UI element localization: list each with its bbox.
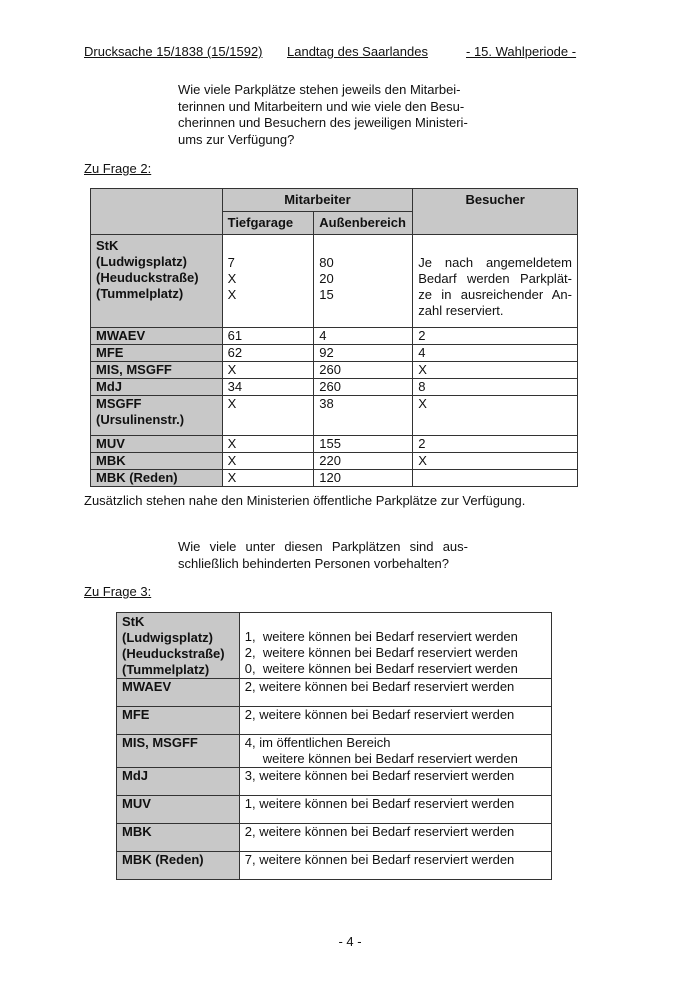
note-public-parking: Zusätzlich stehen nahe den Ministerien öffentliche Parkplätze zur Verfügung.: [84, 493, 526, 508]
cell-text-line: 2, weitere können bei Bedarf reserviert werden: [244, 645, 518, 660]
cell-value: [239, 735, 551, 768]
row-label: MBK: [117, 824, 240, 852]
cell-aussenbereich: [314, 235, 413, 328]
question-3-line: Wie viele unter diesen Parkplätzen sind aus-: [178, 539, 468, 554]
cell-besucher: 2: [413, 436, 578, 453]
header-mitarbeiter: Mitarbeiter: [222, 189, 413, 212]
parking-table: [90, 188, 578, 487]
row-label: MBK (Reden): [117, 852, 240, 880]
row-label-line: (Heuduckstraße): [122, 646, 225, 661]
row-label-line: StK: [122, 614, 145, 629]
cell-text-line: 1, weitere können bei Bedarf reserviert werden: [244, 629, 518, 644]
cell-value: X: [227, 271, 237, 286]
row-label-line: MSGFF: [96, 396, 142, 411]
header-besucher: Besucher: [413, 189, 578, 235]
table-row: [91, 396, 578, 436]
cell-besucher: X: [413, 453, 578, 470]
question-3-line: schließlich behinderten Personen vorbehalten?: [178, 555, 450, 571]
row-label: MdJ: [91, 379, 223, 396]
table-row: [117, 707, 552, 735]
cell-aussenbereich: 260: [314, 362, 413, 379]
cell-tiefgarage: X: [222, 470, 314, 487]
row-label: MFE: [117, 707, 240, 735]
cell-tiefgarage: 62: [222, 345, 314, 362]
row-label: MWAEV: [91, 328, 223, 345]
cell-value: 2, weitere können bei Bedarf reserviert werden: [239, 679, 551, 707]
cell-besucher: 8: [413, 379, 578, 396]
cell-value: 15: [319, 287, 334, 302]
question-2-line: terinnen und Mitarbeitern und wie viele den Besu-: [178, 98, 465, 114]
cell-text-line: weitere können bei Bedarf reserviert werden: [262, 751, 518, 766]
cell-text-line: ze in ausreichender An-: [418, 287, 572, 302]
row-label: MUV: [117, 796, 240, 824]
cell-tiefgarage: X: [222, 436, 314, 453]
question-2-line: cherinnen und Besuchern des jeweiligen Ministeri-: [178, 115, 468, 130]
cell-tiefgarage: 61: [222, 328, 314, 345]
row-label: MBK (Reden): [91, 470, 223, 487]
row-label: MdJ: [117, 768, 240, 796]
cell-text-line: zahl reserviert.: [418, 303, 504, 318]
cell-text-line: 0, weitere können bei Bedarf reserviert werden: [244, 661, 518, 676]
cell-text-line: Je nach angemeldetem: [418, 255, 572, 270]
cell-aussenbereich: 120: [314, 470, 413, 487]
electoral-period: - 15. Wahlperiode -: [466, 44, 577, 59]
table-row: [91, 235, 578, 328]
cell-text-line: Bedarf werden Parkplät-: [418, 271, 572, 286]
table-row: [91, 362, 578, 379]
cell-besucher: X: [413, 396, 578, 436]
row-label: MIS, MSGFF: [91, 362, 223, 379]
table-row: [91, 436, 578, 453]
cell-aussenbereich: 92: [314, 345, 413, 362]
disabled-parking-table: [116, 612, 552, 880]
question-2-line: Wie viele Parkplätze stehen jeweils den Mitarbei-: [178, 82, 461, 97]
row-label: MWAEV: [117, 679, 240, 707]
cell-besucher: X: [413, 362, 578, 379]
cell-aussenbereich: 155: [314, 436, 413, 453]
row-label: MIS, MSGFF: [117, 735, 240, 768]
question-2-line: ums zur Verfügung?: [178, 131, 295, 147]
cell-besucher: [413, 470, 578, 487]
table-row: [91, 345, 578, 362]
row-label-line: (Ludwigsplatz): [122, 630, 213, 645]
row-label: MFE: [91, 345, 223, 362]
header-empty-cell: [91, 189, 223, 235]
cell-tiefgarage: [222, 235, 314, 328]
row-label-line: (Ludwigsplatz): [96, 254, 187, 269]
cell-tiefgarage: X: [222, 362, 314, 379]
table-row: [117, 735, 552, 768]
cell-value: 7: [227, 255, 235, 270]
answer-2-label: Zu Frage 2:: [84, 161, 152, 176]
table-row: [91, 328, 578, 345]
row-label-line: (Heuduckstraße): [96, 270, 199, 285]
row-label-line: (Tummelplatz): [96, 286, 184, 301]
row-label: [91, 396, 223, 436]
table-row: [91, 453, 578, 470]
cell-value: X: [227, 287, 237, 302]
row-label-line: (Ursulinenstr.): [96, 412, 185, 427]
table-row: [117, 852, 552, 880]
cell-tiefgarage: 34: [222, 379, 314, 396]
cell-value: 80: [319, 255, 334, 270]
cell-text-line: 4, im öffentlichen Bereich: [244, 735, 391, 750]
doc-reference: Drucksache 15/1838 (15/1592): [84, 44, 263, 59]
row-label-line: StK: [96, 238, 119, 253]
cell-value: 3, weitere können bei Bedarf reserviert werden: [239, 768, 551, 796]
cell-besucher: 2: [413, 328, 578, 345]
cell-tiefgarage: X: [222, 396, 314, 436]
cell-value: 2, weitere können bei Bedarf reserviert werden: [239, 824, 551, 852]
question-2: [178, 82, 468, 148]
question-3: [178, 539, 468, 572]
cell-tiefgarage: X: [222, 453, 314, 470]
cell-aussenbereich: 260: [314, 379, 413, 396]
cell-value: 20: [319, 271, 334, 286]
table-row: [117, 768, 552, 796]
cell-besucher: 4: [413, 345, 578, 362]
table-row: [117, 613, 552, 679]
cell-besucher: [413, 235, 578, 328]
cell-aussenbereich: 4: [314, 328, 413, 345]
row-label: MUV: [91, 436, 223, 453]
cell-aussenbereich: 220: [314, 453, 413, 470]
table-row: [91, 379, 578, 396]
table-row: [117, 824, 552, 852]
answer-3-label: Zu Frage 3:: [84, 584, 152, 599]
table-row: [117, 796, 552, 824]
parliament-name: Landtag des Saarlandes: [287, 44, 428, 59]
cell-value: 1, weitere können bei Bedarf reserviert werden: [239, 796, 551, 824]
header-tiefgarage: Tiefgarage: [222, 212, 314, 235]
row-label-stk: [117, 613, 240, 679]
cell-value: [239, 613, 551, 679]
row-label: MBK: [91, 453, 223, 470]
row-label-stk: [91, 235, 223, 328]
cell-value: 7, weitere können bei Bedarf reserviert werden: [239, 852, 551, 880]
page-number: - 4 -: [338, 934, 362, 949]
table-row: [117, 679, 552, 707]
cell-value: 2, weitere können bei Bedarf reserviert werden: [239, 707, 551, 735]
row-label-line: (Tummelplatz): [122, 662, 210, 677]
table-row: [91, 470, 578, 487]
header-aussenbereich: Außenbereich: [314, 212, 413, 235]
cell-aussenbereich: 38: [314, 396, 413, 436]
